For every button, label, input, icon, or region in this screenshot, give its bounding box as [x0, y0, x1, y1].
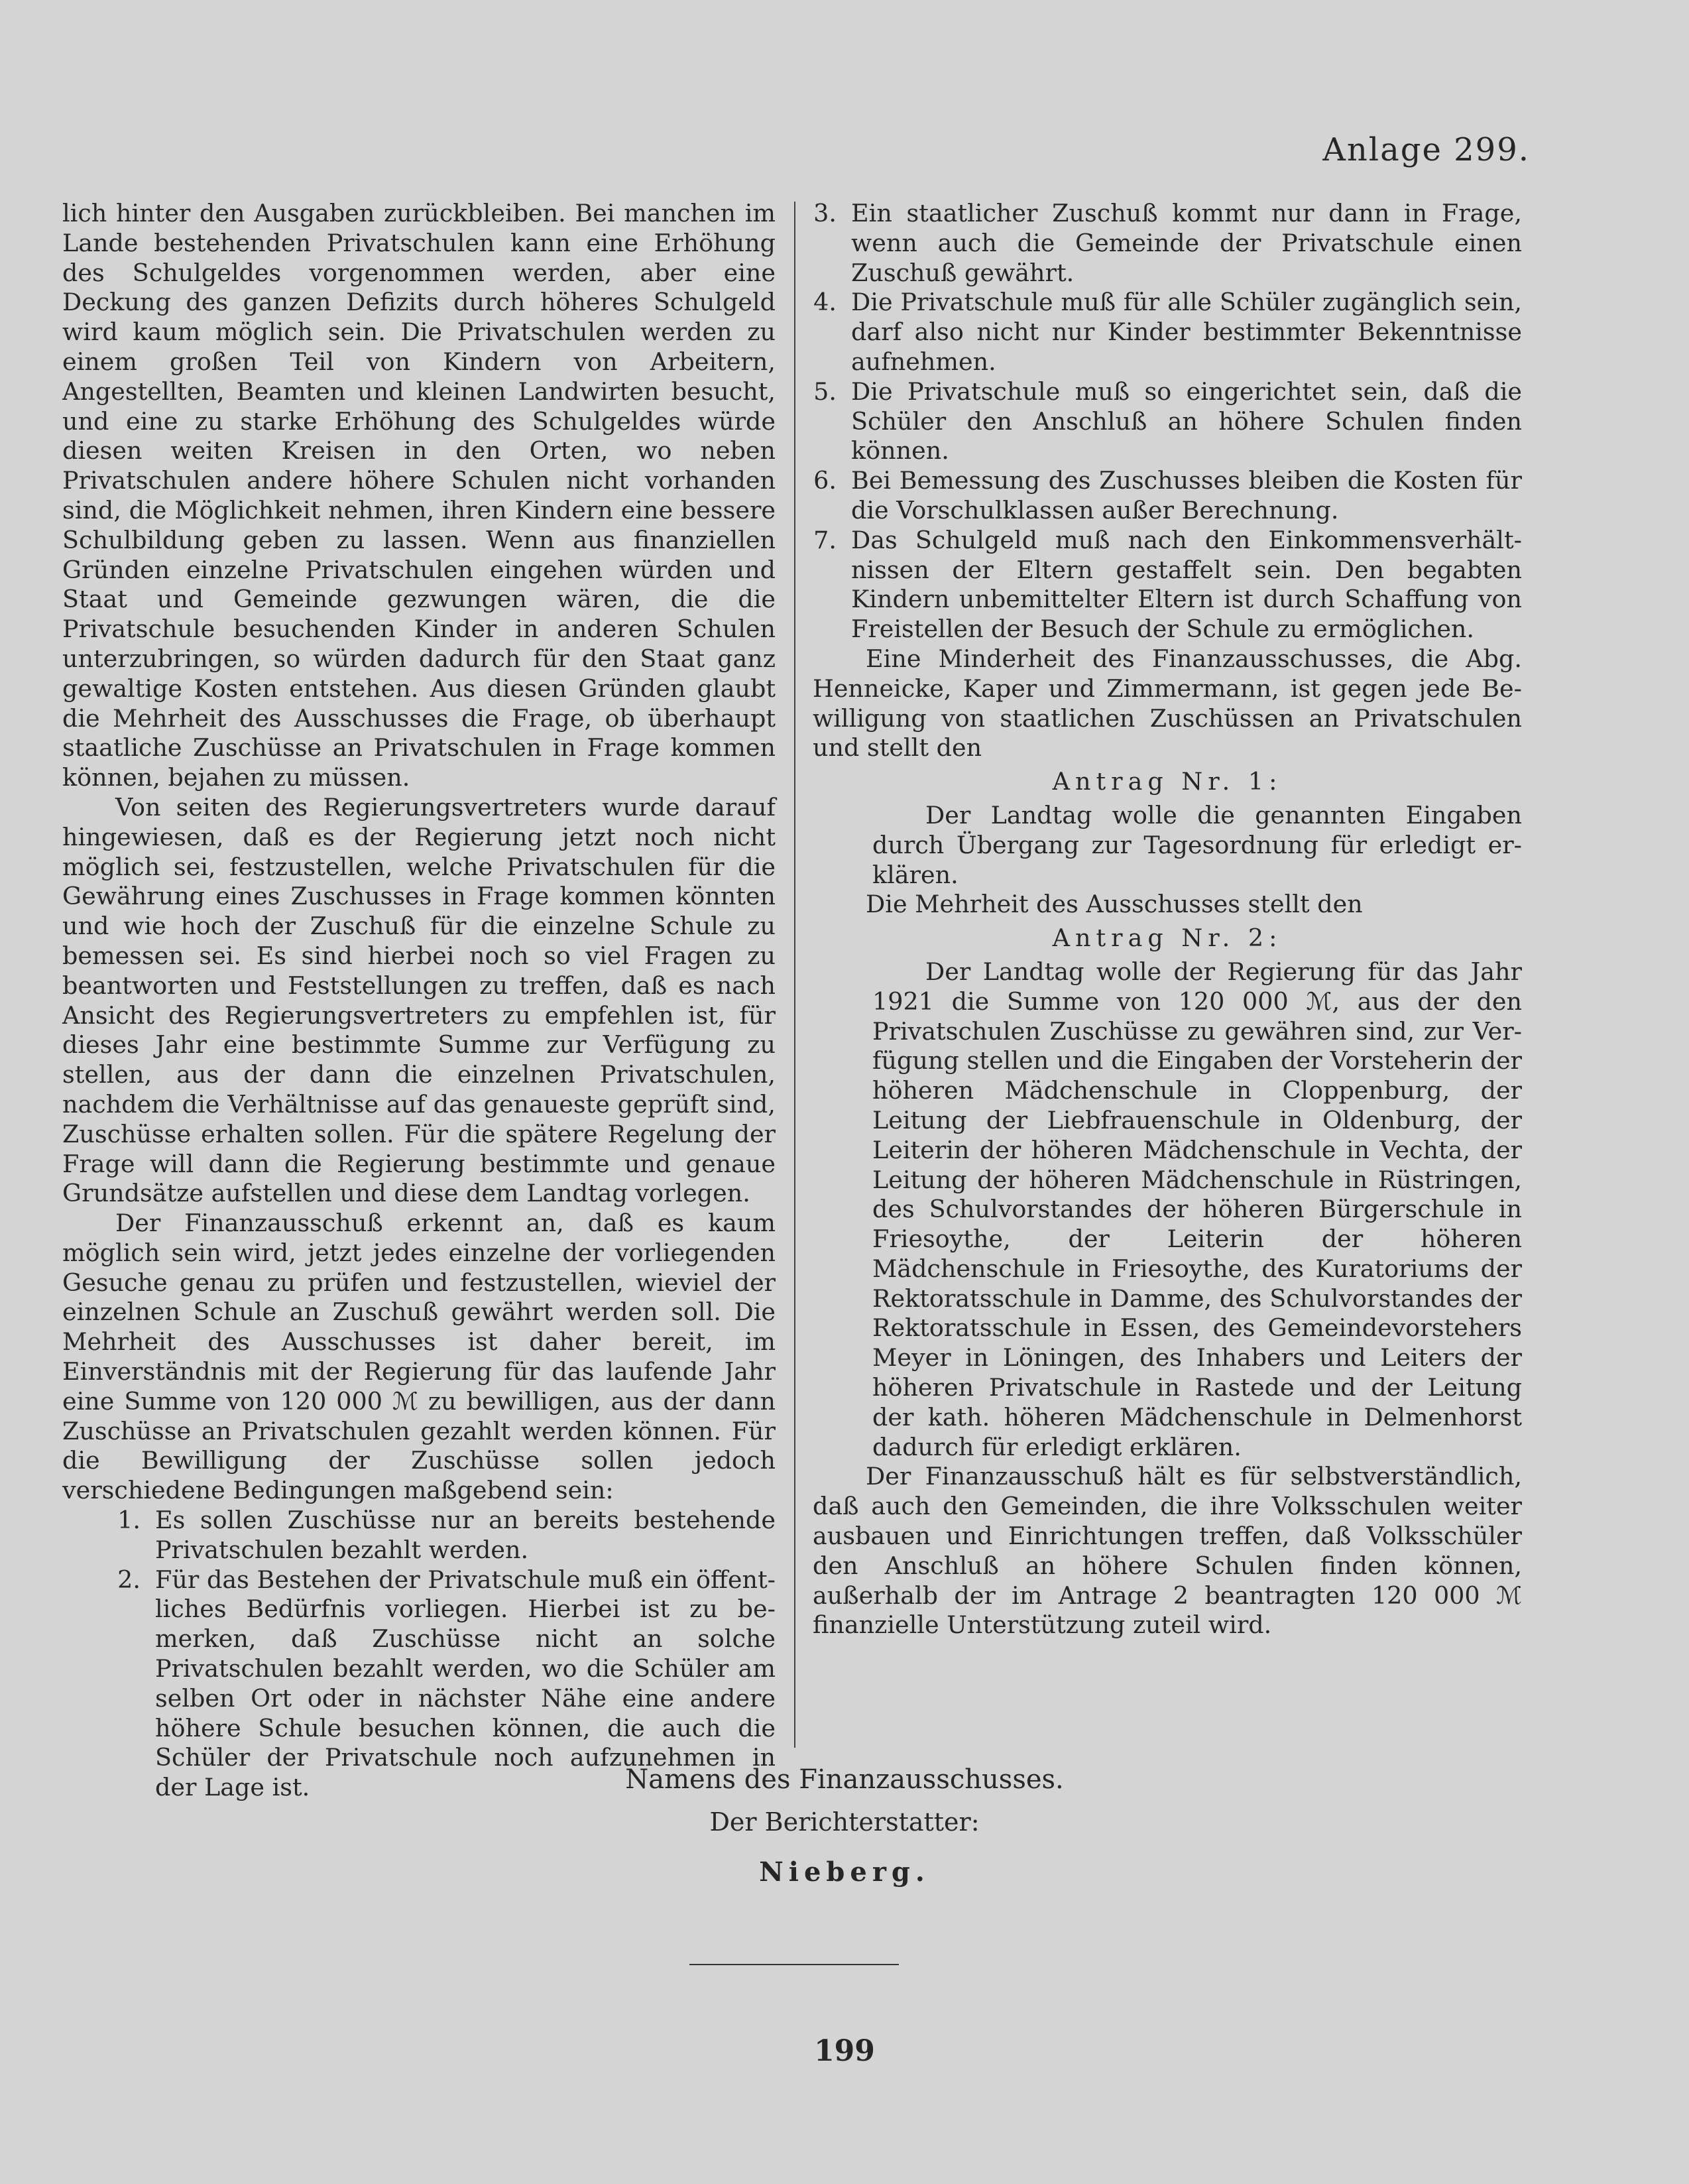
condition-number: 4.: [813, 288, 837, 317]
left-column: [62, 199, 776, 1803]
annex-label: Anlage 299.: [1322, 131, 1530, 168]
majority-paragraph: Die Mehrheit des Ausschusses stellt den: [866, 890, 1363, 919]
motion-1-text: Der Landtag wolle die genannten Eingaben durch Übergang zur Tagesordnung für erledigt erklären.: [872, 800, 1522, 889]
condition-number: 6.: [813, 466, 837, 495]
condition-text: Ein staatlicher Zuschuß kommt nur dann in Frage, wenn auch die Gemeinde der Privatschule einen Zuschuß gewährt.: [851, 199, 1522, 287]
condition-number: 1.: [117, 1506, 141, 1535]
condition-item: [813, 526, 1522, 644]
condition-text: Für das Bestehen der Privatschule muß ein öffentliches Bedürfnis vorliegen. Hierbei ist zu bemerken, daß Zuschüsse nicht an solche Privatschulen bezahlt werden, wo die Schüler am selben Ort oder in nächster Nähe eine andere höhere Schule besuchen können, die auch die Schüler der Privatschule noch aufzunehmen in der Lage ist.: [155, 1565, 776, 1802]
page-number: 199: [814, 2034, 875, 2068]
condition-number: 2.: [117, 1565, 141, 1594]
signature-role: Der Berichterstatter:: [709, 1807, 980, 1837]
motion-2-heading: Antrag Nr. 2:: [1052, 924, 1283, 953]
condition-text: Es sollen Zuschüsse nur an bereits bestehende Privatschulen bezahlt werden.: [155, 1506, 776, 1564]
signature-name: Nieberg.: [759, 1856, 930, 1888]
motion-2-text: Der Landtag wolle der Regierung für das Jahr 1921 die Summe von 120 000 ℳ, aus der den Privatschulen Zuschüsse zu gewähren sind, zur Verfügung stellen und die Eingaben der Vorsteherin der höheren Mädchenschule in Cloppenburg, der Leitung der Liebfrauenschule in Oldenburg, der Leiterin der höheren Mädchenschule in Vechta, der Leitung der höheren Mädchenschule in Rüstringen, des Schulvorstandes der höheren Bürgerschule in Friesoythe, der Leiterin der höheren Mädchenschule in Friesoythe, des Kuratoriums der Rektoratsschule in Damme, des Schulvorstandes der Rektoratsschule in Essen, des Gemeindevorstehers Meyer in Löningen, des Inhabers und Leiters der höheren Privatschule in Rastede und der Leitung der kath. höheren Mädchenschule in Delmenhorst dadurch für erledigt erklären.: [872, 957, 1522, 1461]
paragraph: Der Finanzausschuß erkennt an, daß es kaum möglich sein wird, jetzt jedes einzelne der vorliegenden Gesuche genau zu prüfen und festzustellen, wieviel der einzelnen Schule an Zuschuß gewährt werden soll. Die Mehrheit des Ausschusses ist daher bereit, im Einverständnis mit der Regierung für das laufende Jahr eine Summe von 120 000 ℳ zu bewilligen, aus der dann Zuschüsse an Privatschulen gezahlt werden können. Für die Bewilligung der Zuschüsse sollen jedoch verschiedene Bedingungen maßgebend sein:: [62, 1209, 776, 1505]
condition-text: Die Privatschule muß für alle Schüler zugänglich sein, darf also nicht nur Kinder bestimmter Bekenntnisse aufnehmen.: [851, 288, 1522, 376]
minority-paragraph: Eine Minderheit des Finanzausschusses, die Abg. Henneicke, Kaper und Zimmermann, ist gegen jede Bewilligung von staatlichen Zuschüssen an Privatschulen und stellt den: [813, 644, 1522, 762]
right-column: [813, 199, 1522, 1640]
motion-1-heading: Antrag Nr. 1:: [1052, 767, 1283, 796]
condition-item: [62, 1506, 776, 1565]
condition-item: [813, 199, 1522, 288]
condition-item: [813, 377, 1522, 466]
paragraph: Von seiten des Regierungsvertreters wurde darauf hingewiesen, daß es der Regierung jetzt noch nicht möglich sei, festzustellen, welche Privatschulen für die Gewährung eines Zuschusses in Frage kommen könnten und wie hoch der Zuschuß für die einzelne Schule zu bemessen sei. Es sind hierbei noch so viel Fragen zu beantworten und Feststellungen zu treffen, daß es nach Ansicht des Regierungsvertreters zu empfehlen ist, für dieses Jahr eine bestimmte Summe zur Verfügung zu stellen, aus der dann die einzelnen Privatschulen, nachdem die Verhältnisse auf das genaueste geprüft sind, Zuschüsse erhalten sollen. Für die spätere Regelung der Frage will dann die Regierung bestimmte und genaue Grundsätze aufstellen und diese dem Landtag vorlegen.: [62, 792, 776, 1208]
condition-text: Bei Bemessung des Zuschusses bleiben die Kosten für die Vorschulklassen außer Berechnung.: [851, 466, 1522, 524]
footer-rule: [689, 1964, 899, 1965]
condition-number: 7.: [813, 525, 837, 554]
paragraph: lich hinter den Ausgaben zurückbleiben. Bei manchen im Lande bestehenden Privatschulen kann eine Erhöhung des Schulgeldes vorgenommen werden, aber eine Deckung des ganzen Defizits durch höheres Schulgeld wird kaum möglich sein. Die Privatschulen werden zu einem großen Teil von Kindern von Arbeitern, Angestellten, Beamten und kleinen Landwirten besucht, und eine zu starke Erhöhung des Schulgeldes würde diesen weiten Kreisen in den Orten, wo neben Privatschulen andere höhere Schulen nicht vorhanden sind, die Möglichkeit nehmen, ihren Kindern eine bessere Schulbildung geben zu lassen. Wenn aus finanziellen Gründen einzelne Privatschulen eingehen würden und Staat und Gemeinde gezwungen wären, die die Privatschule besuchenden Kinder in anderen Schulen unterzubringen, so würden dadurch für den Staat ganz gewaltige Kosten entstehen. Aus diesen Gründen glaubt die Mehrheit des Ausschusses die Frage, ob überhaupt staatliche Zuschüsse an Privatschulen in Frage kommen können, bejahen zu müssen.: [62, 199, 776, 792]
final-paragraph: Der Finanzausschuß hält es für selbstverständlich, daß auch den Gemeinden, die ihre Volksschulen weiter ausbauen und Einrichtungen treffen, daß Volksschüler den Anschluß an höhere Schulen finden können, außerhalb der im Antrage 2 beantragten 120 000 ℳ finanzielle Unterstützung zuteil wird.: [813, 1462, 1522, 1640]
condition-number: 5.: [813, 377, 837, 406]
condition-text: Das Schulgeld muß nach den Einkommensverhältnissen der Eltern gestaffelt sein. Den begabten Kindern unbemittelter Eltern ist durch Schaffung von Freistellen der Besuch der Schule zu ermöglichen.: [851, 525, 1522, 644]
signature-committee: Namens des Finanzausschusses.: [625, 1764, 1064, 1795]
condition-number: 3.: [813, 199, 837, 227]
condition-item: [813, 466, 1522, 526]
condition-text: Die Privatschule muß so eingerichtet sein, daß die Schüler den Anschluß an höhere Schulen finden können.: [851, 377, 1522, 465]
condition-item: [813, 288, 1522, 377]
